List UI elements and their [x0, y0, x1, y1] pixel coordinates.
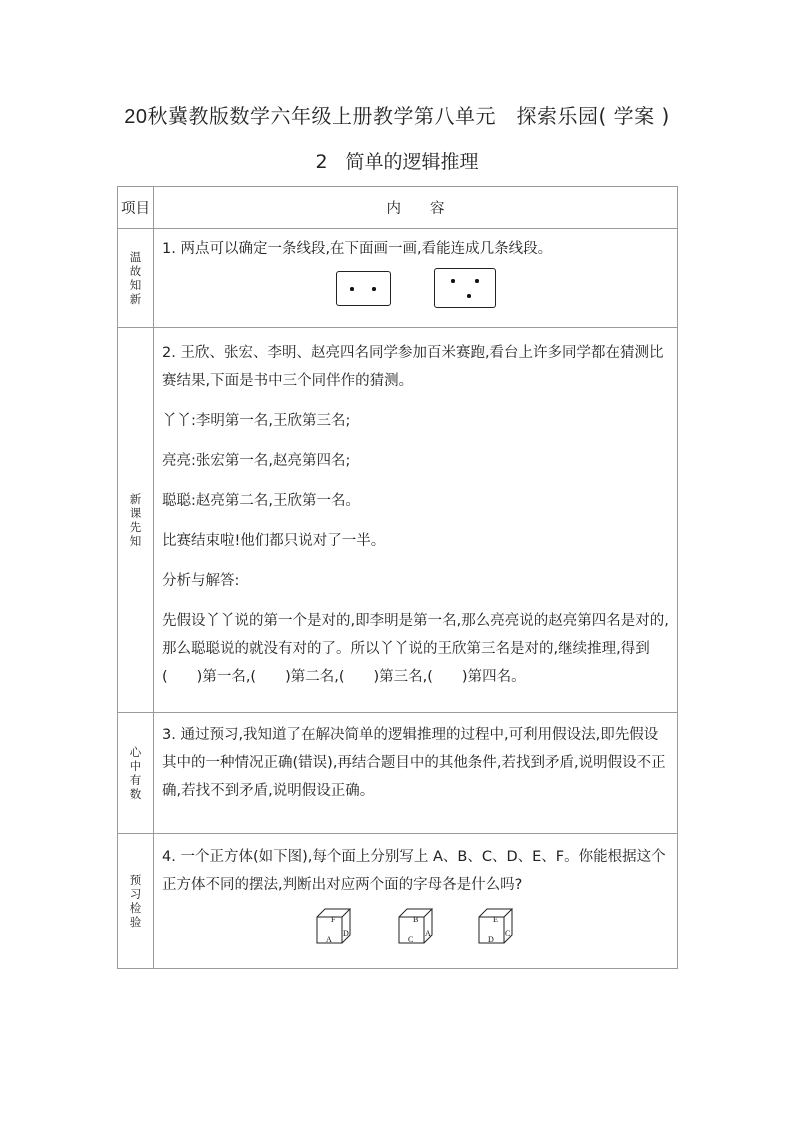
row-summary — [118, 713, 678, 834]
guess-congcong: 聪聪:赵亮第二名,王欣第一名。 — [162, 493, 360, 509]
question-2: 2. 王欣、张宏、李明、赵亮四名同学参加百米赛跑,看台上许多同学都在猜测比赛结果,下面是书中三个同伴作的猜测。 — [162, 345, 664, 389]
row-check — [118, 834, 678, 969]
label-char: 新 — [129, 492, 142, 506]
dot — [372, 287, 376, 291]
title-year: 20 — [124, 106, 148, 128]
lesson-title — [0, 147, 794, 174]
lesson-name: 简单的逻辑推理 — [345, 151, 479, 173]
title-main: 秋冀教版数学六年级上册教学第八单元 — [147, 104, 496, 128]
study-table — [117, 186, 678, 969]
table-header — [118, 187, 678, 229]
guess-yaya: 丫丫:李明第一名,王欣第三名; — [162, 413, 351, 429]
cube-side-letter: D — [343, 929, 349, 938]
label-char: 习 — [129, 887, 142, 901]
cube-figures — [162, 899, 669, 959]
dot — [350, 287, 354, 291]
row-label-summary — [118, 713, 154, 834]
label-char: 预 — [129, 873, 142, 887]
analysis-title: 分析与解答: — [162, 573, 240, 589]
dot-boxes — [162, 263, 669, 313]
row-content-summary — [154, 713, 678, 834]
label-char: 知 — [129, 278, 142, 292]
dot — [467, 294, 471, 298]
row-preview — [118, 328, 678, 713]
dot — [475, 279, 479, 283]
question-4: 4. 一个正方体(如下图),每个面上分别写上 A、B、C、D、E、F。你能根据这个正方体不同的摆法,判断出对应两个面的字母各是什么吗? — [162, 849, 666, 893]
cube-3 — [476, 905, 516, 947]
label-char: 心 — [129, 745, 142, 759]
cube-top-letter: F — [331, 915, 336, 924]
row-content-review — [154, 229, 678, 328]
analysis-text[interactable]: 先假设丫丫说的第一个是对的,即李明是第一名,那么亮亮说的赵亮第四名是对的,那么聪聪说的就没有对的了。所以丫丫说的王欣第三名是对的,继续推理,得到( )第一名,( )第二名,( )第三名,( )第四名。 — [162, 613, 669, 685]
label-char: 验 — [129, 915, 142, 929]
cube-top-letter: B — [413, 915, 419, 924]
label-char: 有 — [129, 773, 142, 787]
row-content-preview — [154, 328, 678, 713]
question-1: 1. 两点可以确定一条线段,在下面画一画,看能连成几条线段。 — [162, 241, 553, 257]
two-dot-box[interactable] — [336, 271, 391, 306]
label-char: 故 — [129, 264, 142, 278]
header-item: 项目 — [118, 187, 154, 229]
row-label-check — [118, 834, 154, 969]
label-char: 检 — [129, 901, 142, 915]
race-result: 比赛结束啦!他们都只说对了一半。 — [162, 533, 386, 549]
label-char: 温 — [129, 250, 142, 264]
cube-front-letter: C — [408, 935, 414, 944]
cube-front-letter: A — [326, 935, 332, 944]
row-review — [118, 229, 678, 328]
cube-1 — [314, 905, 354, 947]
guess-liangliang: 亮亮:张宏第一名,赵亮第四名; — [162, 453, 351, 469]
dot — [451, 279, 455, 283]
three-dot-box[interactable] — [434, 268, 496, 308]
label-char: 中 — [129, 759, 142, 773]
lesson-number: 2 — [315, 151, 328, 173]
label-char: 数 — [129, 787, 142, 801]
header-content: 内 容 — [154, 187, 678, 229]
page-title — [0, 100, 794, 129]
cube-front-letter: D — [488, 935, 494, 944]
cube-2 — [396, 905, 436, 947]
label-char: 知 — [129, 534, 142, 548]
question-3: 3. 通过预习,我知道了在解决简单的逻辑推理的过程中,可利用假设法,即先假设其中的一种情况正确(错误),再结合题目中的其他条件,若找到矛盾,说明假设不正确,若找不到矛盾,说明假设正确。 — [162, 727, 666, 799]
cube-side-letter: A — [425, 929, 431, 938]
row-label-review — [118, 229, 154, 328]
cube-top-letter: E — [493, 915, 498, 924]
label-char: 新 — [129, 292, 142, 306]
row-content-check — [154, 834, 678, 969]
row-label-preview — [118, 328, 154, 713]
title-tail: 探索乐园( 学案 ) — [516, 104, 670, 128]
cube-side-letter: C — [505, 929, 511, 938]
label-char: 先 — [129, 520, 142, 534]
label-char: 课 — [129, 506, 142, 520]
